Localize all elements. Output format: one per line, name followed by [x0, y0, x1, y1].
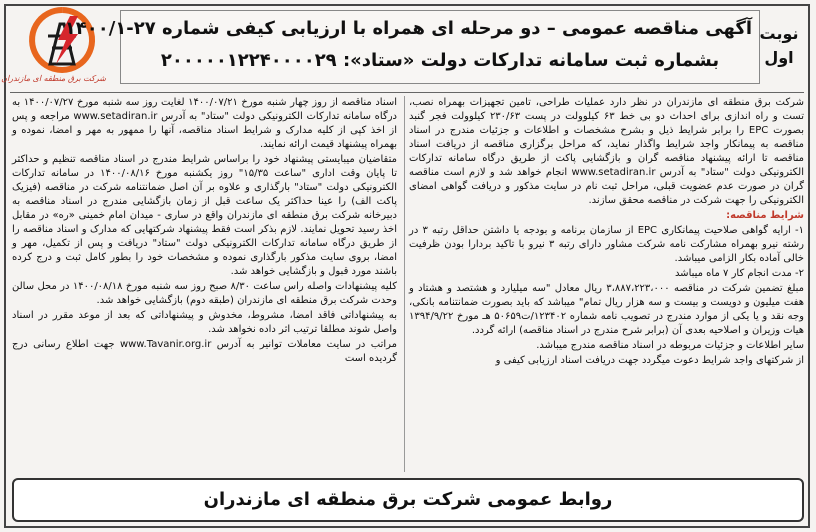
- ad-footer: [12, 478, 804, 522]
- paragraph-opening: کلیه پیشنهادات واصله راس ساعت ۸/۳۰ صبح روز سه شنبه مورخ ۱۴۰۰/۰۸/۱۸ در محل سالن وحدت شرکت برق منطقه ای مازندران (طبقه دوم) بازگشایی خواهد شد.: [12, 281, 397, 306]
- logo-company-name: شرکت برق منطقه ای مازندران: [1, 74, 106, 83]
- condition-1: ۱- ارایه گواهی صلاحیت پیمانکاری EPC از سازمان برنامه و بودجه یا داشتن حداقل رتبه ۳ در رشته نیرو بهمراه مشارکت نامه شرکت مشاور دارای رتبه ۳ نیرو با تاکید بردارا بودن ظرفیت خالی آماده بکار الزامی میباشد.: [409, 225, 804, 264]
- paragraph-documents: اسناد مناقصه از روز چهار شنبه مورخ ۱۴۰۰/۰۷/۲۱ لغایت روز سه شنبه مورخ ۱۴۰۰/۰۷/۲۷ به درگاه سامانه تدارکات الکترونیکی دولت "ستاد" به آدرس www.setadiran.ir مراجعه و پس از اخذ کپی از کلیه مدارک و شرایط اسناد مناقصه، آنها را ممهور به مهر و امضا، نموده و بهمراه پیشنهاد قیمت ارائه نمایند.: [12, 97, 398, 150]
- public-relations-signature: روابط عمومی شرکت برق منطقه ای مازندران: [203, 489, 613, 510]
- publication-turn: [756, 22, 802, 70]
- paragraph-rejection: به پیشنهاداتی فاقد امضا، مشروط، مخدوش و پیشنهاداتی که بعد از موعد مقرر در اسناد واصل شوند مطلقا ترتیب اثر داده نخواهد شد.: [12, 310, 397, 335]
- conditions-heading: شرایط مناقصه:: [726, 210, 804, 221]
- paragraph-other-info: سایر اطلاعات و جزئیات مربوطه در اسناد مناقصه مندرج میباشد.: [536, 340, 804, 351]
- paragraph-invitation: از شرکتهای واجد شرایط دعوت میگردد جهت دریافت اسناد ارزیابی کیفی و: [495, 355, 804, 366]
- column-separator: [404, 96, 405, 472]
- paragraph-guarantee: مبلغ تضمین شرکت در مناقصه ۳،۸۸۷،۲۲۳،۰۰۰ ریال معادل "سه میلیارد و هشتصد و هشتاد و هفت میلیون و دویست و بیست و سه هزار ریال تمام" میباشد که باید بصورت ضمانتنامه بانکی، وجه نقد و یا یکی از موارد مندرج در تصویب نامه شماره ۱۲۳۴۰۲/ت۵۰۶۵۹ هـ مورخ ۱۳۹۴/۹/۲۲ هیات وزیران و اصلاحیه بعدی آن (برابر شرح مندرج در اسناد مناقصه) ارائه گردد.: [409, 283, 805, 336]
- ad-title: آگهی مناقصه عمومی – دو مرحله ای همراه با ارزیابی کیفی شماره ۲۷-۱۴۰۰/۱: [64, 18, 752, 39]
- ad-subtitle: بشماره ثبت سامانه تدارکات دولت «ستاد»: ۲۰۰۰۰۰۱۲۲۴۰۰۰۰۲۹: [160, 50, 720, 71]
- tower-lightning-logo-icon: [12, 6, 112, 78]
- body-right-column: [409, 96, 804, 472]
- paragraph-tavanir: مراتب در سایت معاملات توانیر به آدرس www.Tavanir.org.ir جهت اطلاع رسانی درج گردیده است: [12, 339, 397, 364]
- turn-label: نوبت: [759, 24, 799, 43]
- paragraph-submission: متقاضیان میبایستی پیشنهاد خود را براساس شرایط مندرج در اسناد مناقصه تنظیم و حداکثر تا پایان وقت اداری "ساعت ۱۵/۳۵" روز یکشنبه مورخ ۱۴۰۰/۰۸/۱۶ در سامانه تدارکات الکترونیکی دولت "ستاد" بارگذاری و علاوه بر آن اصل ضمانتنامه شرکت در مناقصه (فیزیک پاکت الف) را عینا حداکثر یک ساعت قبل از زمان بازگشایی مندرج در اسناد مناقصه به دبیرخانه شرکت برق منطقه ای مازندران واقع در ساری - میدان امام خمینی «ره» در مقابل اخذ رسید تحویل نمایند. لازم بذکر است فقط پیشنهاد شرکتهایی که مدارک و اسناد مناقصه را از طریق درگاه سامانه تدارکات الکترونیکی دولت "ستاد" دریافت و پس از تکمیل، مهر و امضا، بروی سایت مذکور بارگذاری نموده و مشخصات خود را بطور کامل ثبت و درج کرده باشند مورد قبول و بازگشایی خواهد شد.: [12, 154, 398, 277]
- header-divider: [10, 92, 804, 93]
- body-left-column: [12, 96, 397, 472]
- turn-value: اول: [764, 48, 794, 67]
- ad-header: [64, 10, 760, 84]
- ad-body: [12, 96, 804, 472]
- paragraph-intro: شرکت برق منطقه ای مازندران در نظر دارد عملیات طراحی، تامین تجهیزات بهمراه نصب، تست و راه اندازی برای احداث دو بی خط ۶۳ کیلوولت در پست ۲۳۰/۶۳ کیلوولت فجر گنبد بصورت EPC را برابر شرایط ذیل و بشرح مشخصات و اطلاعات و جزئیات مندرج در اسناد مناقصه به پیمانکار واجد شرایط واگذار نماید، که مراحل برگزاری مناقصه از دریافت اسناد مناقصه تا ارائه پیشنهاد مناقصه گران و بازگشایی پاکت از طریق درگاه سامانه تدارکات الکترونیکی دولت "ستاد" به آدرس www.setadiran.ir انجام خواهد شد و لازم است مناقصه گران در صورت عدم عضویت قبلی، مراحل ثبت نام در سایت مذکور و دریافت گواهی امضای الکترونیکی را جهت شرکت در مناقصه محقق سازند.: [409, 97, 805, 206]
- condition-2: ۲- مدت انجام کار ۷ ماه میباشد: [674, 268, 804, 279]
